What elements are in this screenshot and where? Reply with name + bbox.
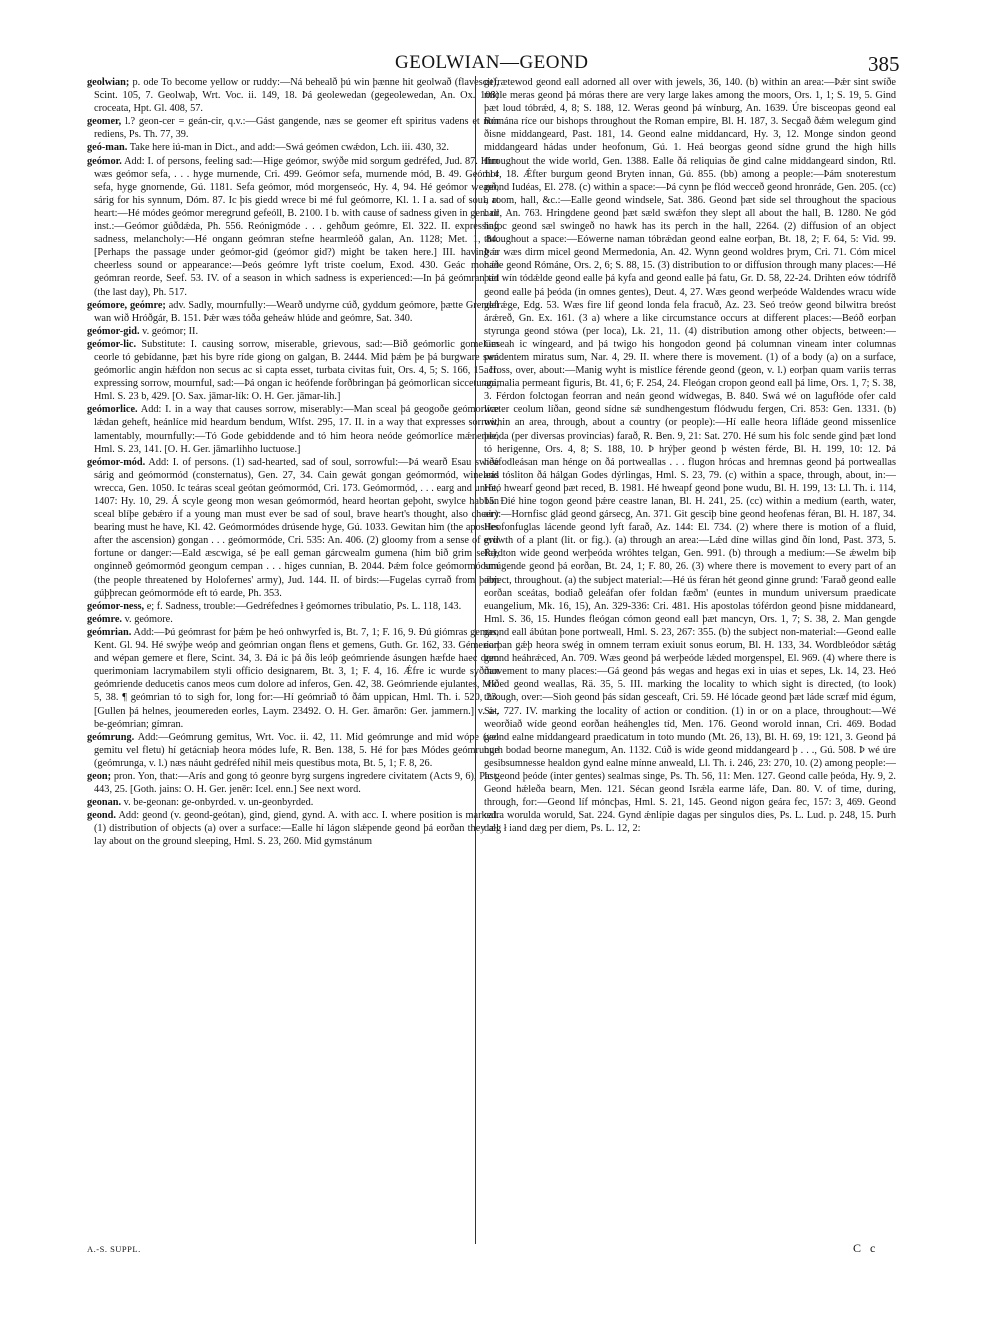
column-divider: [475, 76, 476, 1244]
entry-text: v. geómor; II.: [142, 325, 199, 337]
dictionary-entry: [87, 613, 499, 626]
entry-text: l.? geon-cer = geán-cir, q.v.:—Gást gangende, næs se geomer eft spiritus vadens et non rediens, Ps. Th. 77, 39.: [94, 116, 499, 141]
entry-text: Add: I. of persons. (1) sad-hearted, sad of soul, sorrowful:—Þá wearð Esau swíðe sárig and geómormód (consternatus), Gen. 27, 34. Cain gewát gongan geómormód, wineleás wrecca, Gen. 1050. Ic teáras sceal geótan geómormód, Cri. 173. Geómormód, . . . earg and unrót, 1407: Hy. 10, 29. Á scyle geong mon wesan geómormód, heard heortan geþoht, swylce habban sceal blíþe gebǽro if a young man must ever be sad of soul, brave heart's thought, also cheery bearing must he have, Kl. 42. Geómormódes drúsende hyge, Gú. 1033. Gewitan him (the apostles after the ascension) gongan . . . geómormóde, Cri. 535: An. 406. (2) gloomy from a sense of evil fortune or danger:—Eald æscwiga, sé þe eall geman gárcwealm gumena (him bið grim sefa), onginneð geómormód geongum cempan . . . higes cunnian, B. 2044. Þǽm folce geómormódum (the people threatened by Holofernes' army), Jud. 144. II. of birds:—Fugelas cyrrað from þǽm gúþþrecan geómormóde eft tó earde, Ph. 353.: [94, 456, 499, 599]
entry-headword: geómore, geómre;: [87, 299, 166, 311]
dictionary-entry: [87, 809, 499, 848]
signature-mark: A.-S. SUPPL.: [87, 1244, 141, 1254]
dictionary-entry: [87, 731, 499, 770]
dictionary-entry: [87, 141, 499, 154]
dictionary-entry: [87, 403, 499, 455]
entry-text: Add: I. of persons, feeling sad:—Hige geómor, swýðe mid sorgum gedréfed, Jud. 87. Him wæs geómor sefa, . . . hyge murnende, Cri. 499. Geómor sefa, murnende mód, B. 49. Geómor sefa, hyge gnornende, Gú. 1181. Sefa geómor, mód morgenseóc, Hy. 4, 94. Hé geómor wearð, sárig for his synnum, Dóm. 87. Ic þis giedd wrece bi mé ful geómorre, Kl. 1. I a. sad of soul, at heart:—Hé módes geómor meregrund gefeóll, B. 2100. I b. with cause of sadness given in gen. or inst.:—Geómor gúðdǽda, Ph. 556. Reónigmóde . . . gehðum geómre, El. 322. II. expressing sadness, melancholy:—Hé ongann geómran stefne hearmleóð galan, An. 1128; Met. 1, 84. [Perhaps the passage under geómor-gid (geómor gid?) might be taken here.] III. having a cheerless sound or appearance:—Þeós geómre lyft triste coelum, Exod. 430. Geác monað geómran reorde, Seef. 53. IV. of a season in which sadness is experienced:—In þá geómran tíd (the last day), Ph. 517.: [94, 155, 499, 298]
entry-headword: geonan.: [87, 797, 122, 809]
entry-headword: geon;: [87, 770, 112, 782]
entry-text: p. ode To become yellow or ruddy:—Ná behealð þú win þænne hit geolwað (flavescit), Scint. 105, 7. Geolwaþ, Wrt. Voc. ii. 149, 18. Þá geolewedan (gegeolewedan, An. Ox. 108) croceata, Hpt. Gl. 408, 57.: [94, 77, 499, 115]
left-column: [87, 76, 499, 1246]
dictionary-entry: [87, 299, 499, 325]
dictionary-entry: [87, 338, 499, 403]
entry-text: Add: I. in a way that causes sorrow, miserably:—Man sceal þá geogoðe geómorlíce lǽdan geheft, heánlíce mid heardum bendum, Wlfst. 295, 17. II. in a way that expresses sorrow, lamentably, mournfully:—Tó Gode gebiddende and tó him heora neóde geómorlíce mǽnende, Hml. S. 23, 141. [O. H. Ger. jāmarlihho luctuose.]: [94, 404, 499, 455]
entry-headword: geomer,: [87, 116, 122, 128]
gathering-mark: C c: [853, 1241, 879, 1255]
entry-text: v. geómore.: [124, 613, 173, 625]
dictionary-entry: [87, 155, 499, 299]
entry-headword: geolwian;: [87, 77, 130, 88]
entry-headword: geond.: [87, 810, 116, 822]
entry-text: e; f. Sadness, trouble:—Gedréfednes ł geómornes tribulatio, Ps. L. 118, 143.: [146, 600, 462, 612]
entry-text: Add:—Þú geómrast for þǽm þe heó onhwyrfed is, Bt. 7, 1; F. 16, 9. Ðú giómras gemas, Kent. Gl. 94. Hé swýþe weóp and geómrian ongan flens et gemens, Guth. Gr. 162, 33. Gémerian and wépan gemere et flere, Scint. 34, 3. Ðá ic þá ðis leóþ geómriende ásungen hæfde haec dum querimoniam lacrymabilem styli officio designarem, Bt. 3, 1; F. 4, 16. Ǽfre ic wurde syððan geómriende deducetis canos meos cum dolore ad inferos, Gen. 42, 38. Geómriende ejulantes, Mk. 5, 38. ¶ geómrian tó to sigh for, long for:—Hí geómriað tó ðám uppican, Hml. Th. i. 520, 23. [Gullen þá helnes, jeoumereden eorles, Laym. 23492. O. H. Ger. āmarōn: Ger. jammern.] v. á-, be-geómrian; gímran.: [94, 626, 499, 730]
entry-text: v. be-geonan: ge-onbyrded. v. un-geonbyrded.: [123, 797, 314, 809]
entry-text: Substitute: I. causing sorrow, miserable, grievous, sad:—Bið geómorlic gomelum ceorle tó gebídanne, þæt his byre ríde giong on galgan, B. 2444. Mid þǽm þe þá burgware swá geómorlic angin hǽfdon non secus ac si capta esset, turbata civitas fuit, Ors. 4, 5; S. 166, 15. II. expressing sorrow, mournful, sad:—Þá ongan ic heófende forðbringan þá geómorlican siccetunga, Hml. S. 23 b, 429. [O. Sax. jāmar-lík: O. H. Ger. jāmar-lih.]: [94, 338, 499, 403]
dictionary-entry: [87, 770, 499, 796]
entry-headword: geómor-lic.: [87, 338, 137, 350]
right-column: [484, 76, 896, 1246]
dictionary-entry: [87, 115, 499, 141]
dictionary-entry: [87, 626, 499, 731]
dictionary-entry: [87, 456, 499, 600]
running-head: GEOLWIAN—GEOND: [395, 52, 589, 73]
entry-text: Add:—Geómrung gemitus, Wrt. Voc. ii. 42, 11. Mid geómrunge and mid wópe (vel gemitu vel fletu) hí getácniaþ heora módes lufe, R. Ben. 138, 5. Hé for þæs Módes geómrunge (geómrunga, v. l.) næs náuht gedréfed nihil meis questibus mota, Bt. 5, 1; F. 8, 26.: [94, 731, 499, 769]
entry-continuation: gefrætewod geond eall adorned all over with jewels, 36, 140. (b) within an area:—Þǽr sint swíðe micle meras geond þá móras there are very large lakes among the moors, Ors. 1, 1; S. 19, 5. Gind þæt loud tóbrǽd, 4, 8; S. 188, 12. Weras geond þá wínburg, An. 1639. Úre bisceopas geond eal Rómána ríce our bishops throughout the Roman empire, Bl. H. 187, 3. Secgað ðǽm welegum gind ðisne middangeard, Past. 181, 14. Geond ealne middancard, Hy. 3, 12. Monge sindon geond middangeard hádas under heofonum, Gú. 1. Heá beorgas geond sídne grund the high hills throughout the wide world, Gen. 1388. Ealle ðá reliquias ðe gind calne middangeard sindon, Rtl. 114, 18. Ǽfter burgum geond Bryten innan, Gú. 855. (bb) among a people:—Þám snoterestum geond Iudéas, El. 278. (c) within a space:—Þá cynn þe flód wecceð geond hronráde, Gen. 205. (cc) a room, hall, &c.:—Ealle geond windsele, Sat. 386. Geond þæt side sel throughout the spacious hall, An. 763. Hringdene geond þæt sæld swǽfon they slept all about the hall, B. 1280. Ne gód hafoc geond sæl swingeð no hawk has its perch in the hall, 2264. (2) diffusion of an object throughout a space:—Eówerne naman tóbrǽdan geond ealne eorþan, Bt. 18, 2; F. 64, 5: Vid. 99. Þǽr wæs dirm micel geond Mermedonia, An. 42. Wynn geond woldres þrym, Cri. 71. Cóm micel hǽte geond Rómáne, Ors. 2, 6; S. 88, 15. (3) distribution to or diffusion through many places:—Hé þæt wín tódǽlde geond ealle þá kyfa and geond ealle þá fatu, Gr. D. 58, 22-24. Drihten eów tódrífð geond ealle þá þeóda (in omnes gentes), Deut. 4, 27. Wæs geond werþeóde Waldendes wracu wíde gefrǽge, Edg. 53. Wæs fire lif geond londa fela fracuð, Az. 23. Seó treów geond bilwitra breóst árǽrеð, Gn. Ex. 161. (3 a) where a like circumstance occurs at different places:—Beóð eorþan styrunga geond stówa (per loca), Lk. 21, 11. (4) distribution among other objects, between:—Geseah ic wíngeard, and þá twigo his hongodon geond þá columnan vineam inter columnas pendentem miratus sum, Nar. 4, 29. II. where there is movement. (1) of a body (a) on a surface, across, over, about:—Manig wyht is mistlíce férende geond (geon, v. l.) eorþan quam variis terras animalia permeant figuris, Bt. 41, 6; F. 254, 24. Fleógan cropon geond eall þá lime, Ors. 1, 7; S. 38, 3. Férdon folctogan feorran and neán geond wídwegas, B. 840. Swá wé on lagufłóde ofer cald wæter ceolum líðan, geond sídne sǽ sundhengestum flódwudu fergen, Cri. 853: Gen. 1331. (b) within an area, through, about a country (or people):—Hí ealle heora lífláde geond missenlíce þeóda (per diversas provincias) farað, R. Ben. 9, 21: Sat. 270. Hé sum his folc sende gind þæt lond tó herigenne, Ors. 4, 8; S. 188, 10. Þ hrýþer geond þ wésten férde, Bl. H. 199, 10: 12. Þá heáfodleásan man hénge on ðá portweallas . . . flugon hrócas and hremnas geond þá portweallas and tósliton ðá hálgan Godes dýrlingas, Hml. S. 23, 79. (c) within a space, through, about, in:—Heó hwearf geond þæt reced, B. 1981. Hé hweарf geond þone wudu, Bl. H. 199, 13: Ll. Th. i. 114, 15. Ðié hine togon geond þǽre ceastre lanan, Bl. H. 241, 25. (cc) within a medium (earth, water, air):—Hornfisc glád geond gársecg, An. 371. Git gesciþ bine geond heofenas féran, Bl. H. 187, 34. Heofonfuglas lácende geond lyft farað, Az. 144: El. 734. (2) where there is motion of a fluid, growth of a plant (lit. or fig.). (a) through an area:—Lǽd díne willas gind ðín lond, Past. 373, 5. Rǽdton wide geond werþeóda wróhtes telgan, Gen. 991. (b) through a medium:—Se ǽwelm biþ smúgende geond þá eorðan, Bt. 24, 1; F. 80, 26. (3) where there is movement to every part of an object, throughout. (a) the subject material:—Hé ús féran hét geond ginne grund: 'Farað geond ealle eorðan sceátas, bodiað geleáfan ofer foldan fæðm' (euntes in mundum universum praedicate euangelium, Mk. 16, 15), An. 329-336: Cri. 481. His apostolas tóférdon geond þisne middaneard, Hml. S. 36, 15. Hundes fleógan cómon geond eall þæt mancyn, Ors. 1, 7; S. 38, 2. Man gengde geond eall ábútan þone portweall, Hml. S. 23, 267: 355. (b) the subject non-material:—Geond ealle eorþan gǽþ heora swég in omnem terram exiuit sonus eorum, Bl. H. 133, 34. Wordbleódor sǽtág geond heáhrǽced, An. 709. Wæs geond þá werþeóde lǽded morgenspel, El. 969. (4) where there is movement to many places:—Gá geond þás wegas and hegas exi in uias et sepes, Lk. 14, 23. Heó wíðed geond weallas, Rä. 35, 5. III. marking the locality to which sight is directed, (to look) through, over:—Sioh geond þás sídan gesceaft, Cri. 59. Hé lócade geond þæt láde scræf mid égum, Sat. 727. IV. marking the locality of action or condition. (1) in or on a place, throughout:—Wé weorðiað wíde geond eorðan heáhengles tíd, Men. 176. Geond worold innan, Cri. 469. Bodad geond ealne middangeard praedicatum in toto mundo (Mt. 26, 13), Bl. H. 69, 19: 121, 3. Geond þá burh bodad beorne manegum, An. 1132. Cúð is wíde geond middangeard þ . . ., Gú. 508. Þ wé úre gesibsumnesse healdon gynd ealne mínne anweald, Ll. Th. i. 246, 23: 270, 10. (2) among people:—Ic geond þeóde (inter gentes) sealmas singe, Ps. Th. 56, 11: Men. 127. Geond calle þeóda, Hy. 9, 2. Geond hǽleða bearn, Men. 121. Sécan geond Isrǽla earme láfe, Dan. 80. V. of time, during, through, for:—Geond líf móncþas, Hml. S. 21, 145. Geond nigon geára fec, 157: 3, 469. Geond calra woruldа woruld, Sat. 224. Gynd ǽnlípie dagas per singulos dies, Ps. L. Lud. p. 248, 15. Þurh dæg ł iand dæg per diem, Ps. L. 12, 2:: [484, 77, 896, 835]
entry-headword: geómor-mód.: [87, 456, 146, 468]
dictionary-entry: [87, 600, 499, 613]
entry-headword: geómre.: [87, 613, 122, 625]
entry-headword: geó-man.: [87, 142, 128, 154]
entry-headword: geómor.: [87, 155, 122, 167]
entry-headword: geómor-gid.: [87, 325, 140, 337]
entry-headword: geómrian.: [87, 626, 132, 638]
dictionary-entry: [87, 796, 499, 809]
entry-headword: geómrung.: [87, 731, 135, 743]
dictionary-entry: [87, 76, 499, 115]
entry-text: adv. Sadly, mournfully:—Wearð undyrne cúð, gyddum geómore, þætte Grendel wan wið Hróðgár, B. 151. Þǽr wæs tóða geheáw hlúde and geómre, Sat. 340.: [94, 299, 499, 324]
entry-text: Add: geond (v. geond-geótan), gind, giend, gynd. A. with acc. I. where position is marked. (1) distribution of objects (a) over a surface:—Ealle hí lágon slǽpende geond þá eorðan they all lay about on the ground sleeping, Hml. S. 23, 260. Mid gymstánum: [94, 810, 499, 848]
entry-text: pron. Yon, that:—Arís and gong tó geonre byrg surgens ingredere civitatem (Acts 9, 6), Past. 443, 25. [Goth. jains: O. H. Ger. jenēr: Icel. enn.] See next word.: [94, 770, 499, 796]
page-number: 385: [868, 52, 900, 76]
entry-headword: geómor-ness,: [87, 600, 145, 612]
dictionary-entry: [87, 325, 499, 338]
entry-headword: geómorlice.: [87, 404, 138, 416]
entry-text: Take here iú-man in Dict., and add:—Swá geómen cwǽdon, Lch. iii. 430, 32.: [129, 142, 449, 154]
